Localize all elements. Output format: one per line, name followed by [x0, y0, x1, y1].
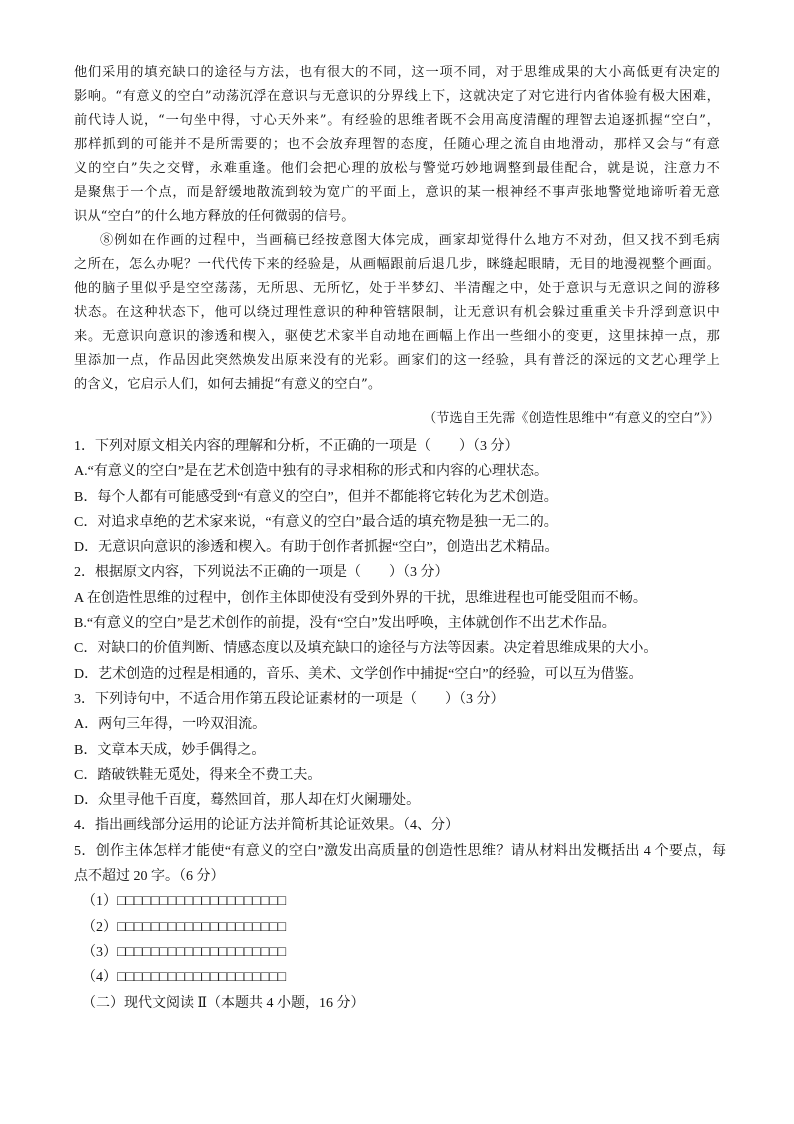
- passage-line: 的含义，它启示人们，如何去捕捉“有意义的空白”。: [74, 377, 382, 392]
- passage-line: 是聚焦于一个点，而是舒缓地散流到较为宽广的平面上，意识的某一根神经不事声张地警觉地谛听着无意: [74, 185, 720, 200]
- passage-line: 之所在，怎么办呢？一代代传下来的经验是，从画幅跟前后退几步，眯缝起眼睛，无目的地漫视整个画面。: [74, 257, 720, 272]
- question-3-option-a: A．两句三年得，一吟双泪流。: [74, 717, 267, 733]
- question-3-option-b: B．文章本天成，妙手偶得之。: [74, 742, 266, 758]
- answer-blank-4[interactable]: （4）□□□□□□□□□□□□□□□□□□□□: [82, 970, 287, 986]
- question-2-option-a: A 在创造性思维的过程中，创作主体即使没有受到外界的干扰，思维进程也可能受阻而不畅。: [74, 590, 647, 606]
- question-2-stem: 2．根据原文内容，下列说法不正确的一项是（ ）（3 分）: [74, 565, 449, 581]
- question-2-option-b: B.“有意义的空白”是艺术创作的前提，没有“空白”发出呼唤，主体就创作不出艺术作品。: [74, 616, 616, 632]
- passage-line: 来。无意识向意识的渗透和楔入，驱使艺术家半自动地在画幅上作出一些细小的变更，这里抹掉一点，那: [74, 329, 720, 344]
- question-1-option-a: A.“有意义的空白”是在艺术创造中独有的寻求相称的形式和内容的心理状态。: [74, 464, 549, 480]
- passage-line: 识从“空白”的什么地方释放的任何微弱的信号。: [74, 209, 355, 224]
- questions-section: [74, 434, 726, 1016]
- passage-line: 里添加一点，作品因此突然焕发出原来没有的光彩。画家们的这一经验，具有普泛的深远的文艺心理学上: [74, 353, 720, 368]
- passage-source: （节选自王先霈《创造性思维中“有意义的空白”》）: [422, 411, 720, 426]
- question-3-option-d: D．众里寻他千百度，蓦然回首，那人却在灯火阑珊处。: [74, 793, 421, 809]
- answer-blank-1[interactable]: （1）□□□□□□□□□□□□□□□□□□□□: [82, 894, 287, 910]
- question-1-option-d: D．无意识向意识的渗透和楔入。有助于创作者抓握“空白”，创造出艺术精品。: [74, 540, 559, 556]
- passage-line: ⑧例如在作画的过程中，当画稿已经按意图大体完成，画家却觉得什么地方不对劲，但又找不到毛病: [100, 233, 720, 248]
- question-3-option-c: C．踏破铁鞋无觅处，得来全不费工夫。: [74, 767, 322, 783]
- passage-line: 前代诗人说，“一句坐中得，寸心天外来”。有经验的思维者既不会用高度清醒的理智去追逐抓握“空白”，: [74, 113, 720, 128]
- answer-blank-2[interactable]: （2）□□□□□□□□□□□□□□□□□□□□: [82, 919, 287, 935]
- question-5-stem-line-2: 点不超过 20 字。（6 分）: [74, 869, 225, 885]
- section-heading-modern-reading-2: （二）现代文阅读 Ⅱ（本题共 4 小题，16 分）: [82, 995, 365, 1011]
- passage-paragraph-1: [74, 61, 720, 229]
- passage-line: 那样抓到的可能并不是所需要的；也不会放弃理智的态度，任随心理之流自由地滑动，那样又会与“有意: [74, 137, 720, 152]
- passage-line: 影响。“有意义的空白”动荡沉浮在意识与无意识的分界线上下，这就决定了对它进行内省体验有极大困难，: [74, 89, 720, 104]
- question-1-stem: 1．下列对原文相关内容的理解和分析，不正确的一项是（ ）（3 分）: [74, 439, 519, 454]
- passage-line: 状态。在这种状态下，他可以绕过理性意识的种种管辖限制，让无意识有机会躲过重重关卡升浮到意识中: [74, 305, 720, 320]
- question-5-stem-line-1: 5．创作主体怎样才能使“有意义的空白”激发出高质量的创造性思维？请从材料出发概括出 4 个要点，每: [74, 843, 726, 859]
- passage-paragraph-8: [74, 229, 720, 397]
- question-1-option-b: B．每个人都有可能感受到“有意义的空白”，但并不都能将它转化为艺术创造。: [74, 489, 558, 505]
- question-3-stem: 3．下列诗句中，不适合用作第五段论证素材的一项是（ ）（3 分）: [74, 691, 505, 707]
- question-2-option-d: D．艺术创造的过程是相通的，音乐、美术、文学创作中捕捉“空白”的经验，可以互为借鉴。: [74, 666, 643, 682]
- passage-line: 义的空白”失之交臂，永难重逢。他们会把心理的放松与警觉巧妙地调整到最佳配合，就是说，注意力不: [74, 161, 720, 176]
- answer-blank-3[interactable]: （3）□□□□□□□□□□□□□□□□□□□□: [82, 944, 287, 960]
- passage-line: 他们采用的填充缺口的途径与方法，也有很大的不同，这一项不同，对于思维成果的大小高低更有决定的: [74, 65, 720, 80]
- question-1-option-c: C．对追求卓绝的艺术家来说，“有意义的空白”最合适的填充物是独一无二的。: [74, 514, 558, 530]
- passage-line: 他的脑子里似乎是空空荡荡，无所思、无所忆，处于半梦幻、半清醒之中，处于意识与无意识之间的游移: [74, 281, 720, 296]
- question-2-option-c: C．对缺口的价值判断、情感态度以及填充缺口的途径与方法等因素。决定着思维成果的大小。: [74, 641, 658, 657]
- question-4-stem: 4．指出画线部分运用的论证方法并简析其论证效果。（4、分）: [74, 818, 459, 834]
